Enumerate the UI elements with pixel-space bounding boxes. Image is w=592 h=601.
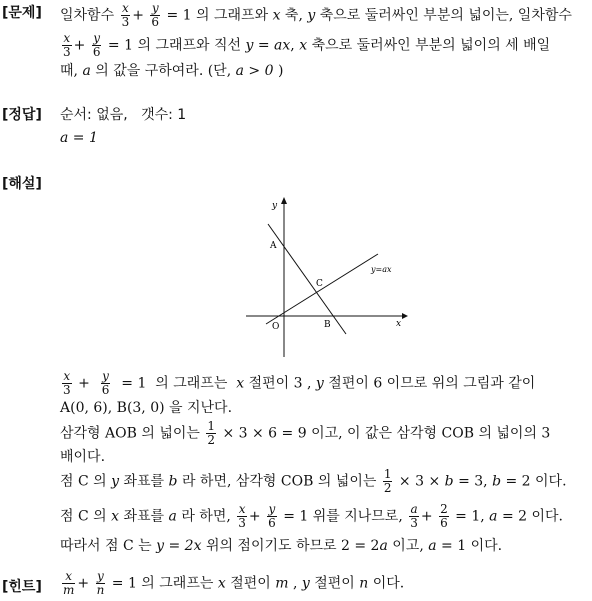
explanation-text: 이고,: [392, 538, 424, 554]
hint-text: 이다.: [372, 575, 405, 592]
explanation-text: 따라서 점 C 는: [60, 538, 152, 554]
hint-tag: [힌트]: [2, 579, 42, 595]
line-y-ax-label: y=ax: [371, 265, 392, 274]
fraction-y-over-6: $\frac{y}{6}$: [92, 31, 101, 59]
hint-text: = 1 의 그래프는: [111, 575, 214, 592]
hint-text: 절편이: [314, 575, 355, 592]
problem-text: 의 그래프와: [196, 7, 269, 24]
explanation-text: × 3 × 6 = 9 이고, 이 값은 삼각형 COB 의 넓이의 3: [222, 425, 551, 442]
hint-text: 절편이: [230, 575, 271, 592]
explanation-text: 삼각형 AOB 의 넓이는: [60, 425, 200, 442]
fraction-y-over-6: $\frac{y}{6}$: [268, 502, 276, 530]
problem-line-3: 때, a 의 값을 구하여라. (단, a > 0 ): [60, 63, 284, 79]
explanation-tag: [해설]: [2, 176, 42, 192]
line-y-ax: [266, 254, 378, 324]
explanation-text: 라 하면,: [181, 508, 231, 525]
graph-figure: [240, 192, 410, 362]
fraction-x-over-3: $\frac{x}{3}$: [63, 369, 71, 397]
fraction-y-over-n: $\frac{y}{n}$: [96, 569, 105, 597]
point-a-label: A: [270, 241, 277, 251]
explanation-text: 위의 점이기도 하므로 2 = 2: [205, 538, 380, 554]
fraction-one-half: $\frac{1}{2}$: [207, 419, 215, 447]
answer-order: 순서: 없음,: [60, 107, 128, 123]
explanation-line-6: 점 C 의 x 좌표를 a 라 하면, $\frac{x}{3}$ + $\frac{y}{6}$ = 1 위를 지나므로, $\frac{a}{3}$ + $\frac{2}{6}$ = 1, a = 2 이다.: [60, 502, 564, 530]
equals-one: = 1: [166, 7, 192, 24]
answer-tag: [정답]: [2, 107, 42, 123]
answer-line: [60, 104, 186, 124]
y-axis-label: y: [272, 201, 278, 211]
fraction-a-over-3: $\frac{a}{3}$: [410, 502, 418, 530]
fraction-x-over-3: $\frac{x}{3}$: [63, 31, 71, 59]
problem-tag: [문제]: [2, 5, 42, 21]
fraction-x-over-m: $\frac{x}{m}$: [63, 569, 75, 597]
explanation-line-7: 따라서 점 C 는 y = 2x 위의 점이기도 하므로 2 = 2a 이고, a = 1 이다.: [60, 538, 503, 554]
problem-text: 축으로 둘러싸인 부분의 넓이의 세 배일: [311, 37, 551, 54]
explanation-text: 좌표를: [123, 473, 165, 490]
explanation-line-5: 점 C 의 y 좌표를 b 라 하면, 삼각형 COB 의 넓이는 $\frac{1}{2}$ × 3 × b = 3, b = 2 이다.: [60, 467, 567, 495]
fraction-y-over-6: $\frac{y}{6}$: [101, 369, 110, 397]
problem-text: 의 값을 구하여라. (단,: [95, 63, 232, 79]
y-axis-arrow-icon: [281, 197, 287, 204]
condition: a > 0: [235, 63, 274, 79]
x-axis-arrow-icon: [402, 313, 408, 319]
problem-text: 축으로 둘러싸인 부분의 넓이는, 일차함수: [319, 7, 572, 24]
explanation-text: 좌표를: [123, 508, 165, 525]
problem-text: 일차함수: [60, 7, 115, 24]
explanation-text: 의 그래프는: [155, 375, 228, 392]
explanation-line-2: A(0, 6), B(3, 0) 을 지난다.: [60, 400, 233, 416]
explanation-text: 라 하면, 삼각형 COB 의 넓이는: [181, 473, 377, 490]
explanation-text: 절편이 3 ,: [248, 375, 312, 392]
explanation-text: 절편이 6 이므로 위의 그림과 같이: [328, 375, 536, 392]
explanation-text: = 1 위를 지나므로,: [283, 508, 403, 525]
explanation-text: 점 C 의: [60, 508, 107, 525]
problem-line-2: $\frac{x}{3}$ + $\frac{y}{6}$ = 1 의 그래프와 직선 y = ax, x 축으로 둘러싸인 부분의 넓이의 세 배일: [63, 31, 551, 59]
line-equation: y = ax: [245, 37, 291, 54]
fraction-y-over-6: $\frac{y}{6}$: [151, 1, 160, 29]
x-axis-label: x: [396, 319, 402, 329]
hint-line: $\frac{x}{m}$ + $\frac{y}{n}$ = 1 의 그래프는 x 절편이 m , y 절편이 n 이다.: [63, 569, 405, 597]
explanation-line-1: $\frac{x}{3}$ + $\frac{y}{6}$ = 1 의 그래프는 x 절편이 3 , y 절편이 6 이므로 위의 그림과 같이: [63, 369, 536, 397]
answer-count: 갯수: 1: [141, 107, 187, 123]
problem-text: 의 그래프와 직선: [137, 37, 242, 54]
problem-text: 때,: [60, 63, 78, 79]
answer-value: a = 1: [60, 130, 98, 146]
fraction-2-over-6: $\frac{2}{6}$: [440, 502, 448, 530]
point-b-label: B: [324, 320, 331, 330]
line-ab: [268, 224, 346, 334]
fraction-x-over-3: $\frac{x}{3}$: [238, 502, 246, 530]
fraction-x-over-3: $\frac{x}{3}$: [121, 1, 130, 29]
problem-text: 축,: [284, 7, 303, 24]
point-c-label: C: [316, 279, 323, 289]
explanation-text: 점 C 의: [60, 473, 107, 490]
problem-line-1: 일차함수 $\frac{x}{3}$ + $\frac{y}{6}$ = 1 의 그래프와 x 축, y 축으로 둘러싸인 부분의 넓이는, 일차함수: [60, 1, 572, 29]
explanation-line-4: 배이다.: [60, 449, 106, 465]
origin-label: O: [272, 322, 280, 332]
explanation-line-3: [60, 420, 550, 447]
fraction-one-half: $\frac{1}{2}$: [383, 467, 392, 495]
